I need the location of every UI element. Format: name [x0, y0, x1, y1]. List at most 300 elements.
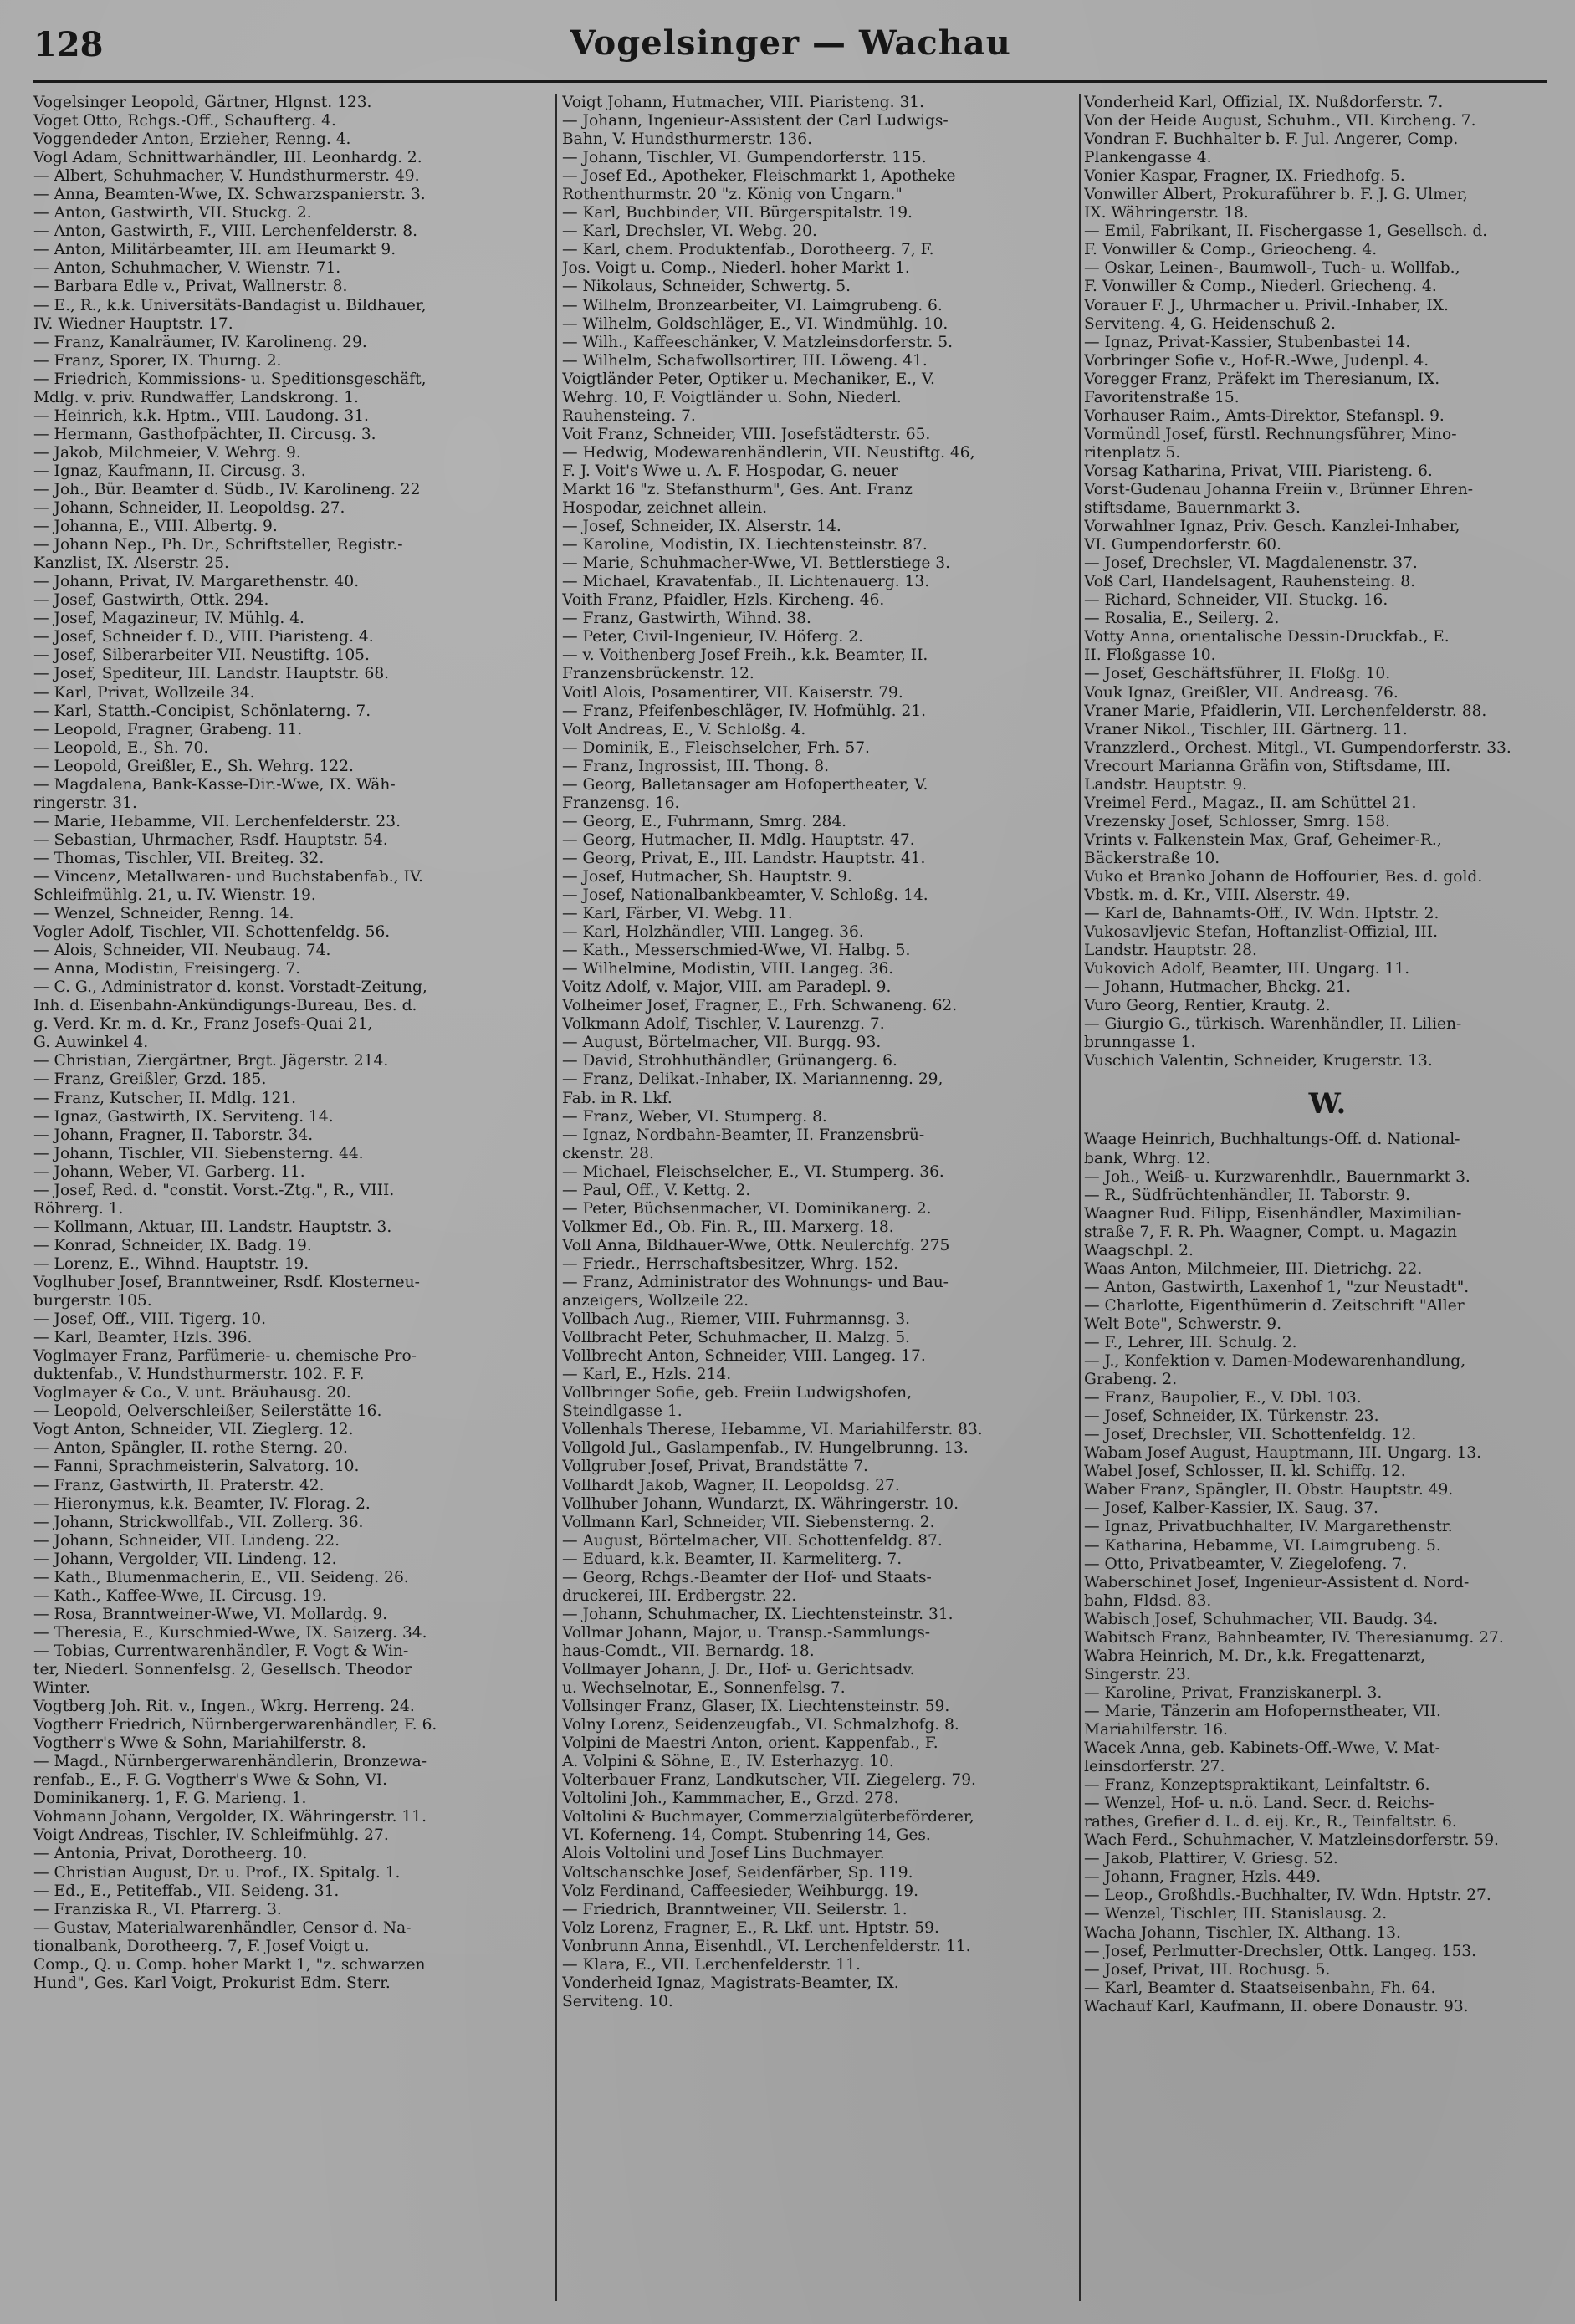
directory-entry-line: — Franziska R., VI. Pfarrerg. 3.: [33, 1900, 282, 1918]
directory-entry-line: — Richard, Schneider, VII. Stuckg. 16.: [1084, 591, 1388, 610]
directory-entry-line: — Alois, Schneider, VII. Neubaug. 74.: [33, 942, 331, 960]
directory-entry-line: — Barbara Edle v., Privat, Wallnerstr. 8.: [33, 278, 348, 296]
directory-entry-line: Rothenthurmstr. 20 "z. König von Ungarn.": [562, 186, 903, 204]
directory-entry-line: Fab. in R. Lkf.: [562, 1089, 672, 1107]
directory-entry-line: — Johann, Ingenieur-Assistent der Carl Ludwigs-: [562, 112, 949, 130]
directory-entry-line: — Johann, Hutmacher, Bhckg. 21.: [1084, 978, 1352, 997]
directory-entry-line: ter, Niederl. Sonnenfelsg. 2, Gesellsch. Theodor: [33, 1660, 412, 1678]
directory-entry-line: Steindlgasse 1.: [562, 1402, 683, 1421]
directory-entry-line: Wacek Anna, geb. Kabinets-Off.-Wwe, V. Mat-: [1084, 1739, 1440, 1758]
directory-entry-line: Vollbrecht Anton, Schneider, VIII. Langeg. 17.: [562, 1347, 926, 1366]
directory-entry-line: Vollhuber Johann, Wundarzt, IX. Währingerstr. 10.: [562, 1494, 959, 1513]
directory-entry-line: Vonwiller Albert, Prokuraführer b. F. J. G. Ulmer,: [1084, 186, 1468, 204]
directory-entry-line: Vollbringer Sofie, geb. Freiin Ludwigshofen,: [562, 1384, 913, 1402]
directory-entry-line: Mariahilferstr. 16.: [1084, 1720, 1228, 1739]
directory-entry-line: — Ignaz, Kaufmann, II. Circusg. 3.: [33, 462, 306, 480]
directory-entry-line: — Johann, Schneider, VII. Lindeng. 22.: [33, 1531, 340, 1550]
directory-entry-line: Franzensbrückenstr. 12.: [562, 665, 754, 683]
directory-entry-line: Serviteng. 4, G. Heidenschuß 2.: [1084, 314, 1336, 333]
directory-entry-line: — Karl, Buchbinder, VII. Bürgerspitalstr. 19.: [562, 204, 913, 222]
directory-entry-line: rathes, Grefier d. L. d. eij. Kr., R., Teinfaltstr. 6.: [1084, 1813, 1457, 1831]
directory-entry-line: ritenplatz 5.: [1084, 443, 1181, 462]
directory-entry-line: Vbstk. m. d. Kr., VIII. Alserstr. 49.: [1084, 886, 1351, 905]
directory-entry-line: Voitz Adolf, v. Major, VIII. am Paradepl. 9.: [562, 978, 892, 997]
directory-entry-line: — Johann, Fragner, Hzls. 449.: [1084, 1868, 1322, 1887]
directory-entry-line: — Marie, Hebamme, VII. Lerchenfelderstr. 23.: [33, 812, 401, 830]
directory-entry-line: — Josef, Privat, III. Rochusg. 5.: [1084, 1960, 1331, 1979]
directory-entry-line: — Lorenz, E., Wihnd. Hauptstr. 19.: [33, 1254, 309, 1273]
directory-entry-line: Wach Ferd., Schuhmacher, V. Matzleinsdorferstr. 59.: [1084, 1831, 1499, 1850]
directory-entry-line: — Anton, Gastwirth, VII. Stuckg. 2.: [33, 204, 312, 222]
directory-entry-line: Voit Franz, Schneider, VIII. Josefstädterstr. 65.: [562, 425, 931, 443]
directory-entry-line: brunngasse 1.: [1084, 1034, 1196, 1052]
directory-entry-line: — Karl, Statth.-Concipist, Schönlaterng. 7.: [33, 702, 371, 720]
directory-entry-line: Schleifmühlg. 21, u. IV. Wienstr. 19.: [33, 886, 316, 905]
directory-entry-line: — Karl de, Bahnamts-Off., IV. Wdn. Hptstr. 2.: [1084, 905, 1439, 923]
directory-entry-line: F. Vonwiller & Comp., Niederl. Griecheng. 4.: [1084, 278, 1437, 296]
directory-entry-line: Franzensg. 16.: [562, 794, 680, 812]
directory-entry-line: Vollmann Karl, Schneider, VII. Siebensterng. 2.: [562, 1513, 935, 1531]
directory-entry-line: — Josef, Off., VIII. Tigerg. 10.: [33, 1310, 266, 1329]
directory-entry-line: ckenstr. 28.: [562, 1144, 654, 1162]
directory-entry-line: Waagner Rud. Filipp, Eisenhändler, Maximilian-: [1084, 1204, 1462, 1223]
directory-entry-line: — Leop., Großhdls.-Buchhalter, IV. Wdn. Hptstr. 27.: [1084, 1887, 1491, 1905]
directory-entry-line: — Anton, Spängler, II. rothe Sterng. 20.: [33, 1439, 348, 1458]
directory-entry-line: Voigtländer Peter, Optiker u. Mechaniker, E., V.: [562, 370, 935, 388]
directory-entry-line: renfab., E., F. G. Vogtherr's Wwe & Sohn, VI.: [33, 1771, 388, 1790]
directory-entry-line: Serviteng. 10.: [562, 1992, 673, 2010]
directory-entry-line: Voltolini Joh., Kammmacher, E., Grzd. 278.: [562, 1790, 899, 1808]
directory-entry-line: — August, Börtelmacher, VII. Schottenfeldg. 87.: [562, 1531, 943, 1550]
directory-entry-line: — Sebastian, Uhrmacher, Rsdf. Hauptstr. 54.: [33, 830, 388, 849]
directory-entry-line: stiftsdame, Bauernmarkt 3.: [1084, 499, 1301, 518]
directory-entry-line: Voll Anna, Bildhauer-Wwe, Ottk. Neulerchfg. 275: [562, 1236, 950, 1254]
directory-entry-line: tionalbank, Dorotheerg. 7, F. Josef Voigt u.: [33, 1937, 370, 1955]
directory-entry-line: — Marie, Tänzerin am Hofopernstheater, VII.: [1084, 1702, 1441, 1720]
directory-entry-line: — Anton, Schuhmacher, V. Wienstr. 71.: [33, 259, 341, 278]
directory-entry-line: Comp., Q. u. Comp. hoher Markt 1, "z. schwarzen: [33, 1955, 426, 1974]
directory-entry-line: — J., Konfektion v. Damen-Modewarenhandlung,: [1084, 1352, 1466, 1371]
directory-entry-line: — Franz, Gastwirth, II. Praterstr. 42.: [33, 1476, 325, 1494]
directory-entry-line: Vollsinger Franz, Glaser, IX. Liechtensteinstr. 59.: [562, 1698, 950, 1716]
directory-entry-line: Vukovich Adolf, Beamter, III. Ungarg. 11.: [1084, 960, 1410, 978]
directory-entry-line: Vogtherr Friedrich, Nürnbergerwarenhändler, F. 6.: [33, 1716, 437, 1734]
directory-entry-line: Alois Voltolini und Josef Lins Buchmayer.: [562, 1845, 885, 1863]
page-header: [33, 18, 1547, 77]
directory-entry-line: Voigt Johann, Hutmacher, VIII. Piaristeng. 31.: [562, 94, 925, 111]
directory-entry-line: — Magd., Nürnbergerwarenhändlerin, Bronzewa-: [33, 1753, 427, 1771]
directory-entry-line: Vorwahlner Ignaz, Priv. Gesch. Kanzlei-Inhaber,: [1084, 518, 1460, 536]
directory-entry-line: — F., Lehrer, III. Schulg. 2.: [1084, 1334, 1297, 1351]
directory-entry-line: Röhrerg. 1.: [33, 1199, 124, 1218]
directory-entry-line: Vollbracht Peter, Schuhmacher, II. Malzg. 5.: [562, 1329, 910, 1347]
directory-entry-line: — Wenzel, Tischler, III. Stanislausg. 2.: [1084, 1905, 1388, 1923]
directory-entry-line: — Christian, Ziergärtner, Brgt. Jägerstr. 214.: [33, 1052, 389, 1070]
directory-entry-line: F. J. Voit's Wwe u. A. F. Hospodar, G. neuer: [562, 462, 898, 480]
directory-entry-line: — Josef, Perlmutter-Drechsler, Ottk. Langeg. 153.: [1084, 1942, 1477, 1960]
directory-entry-line: — Magdalena, Bank-Kasse-Dir.-Wwe, IX. Wäh-: [33, 775, 396, 794]
directory-entry-line: Vormündl Josef, fürstl. Rechnungsführer, Mino-: [1084, 425, 1457, 443]
directory-entry-line: — Emil, Fabrikant, II. Fischergasse 1, Gesellsch. d.: [1084, 222, 1488, 241]
directory-entry-line: Wabisch Josef, Schuhmacher, VII. Baudg. 34.: [1084, 1610, 1439, 1628]
directory-entry-line: Singerstr. 23.: [1084, 1665, 1191, 1683]
directory-entry-line: — Hermann, Gasthofpächter, II. Circusg. 3.: [33, 425, 376, 443]
directory-entry-line: Wabitsch Franz, Bahnbeamter, IV. Theresianumg. 27.: [1084, 1628, 1504, 1647]
directory-entry-line: — Karl, chem. Produktenfab., Dorotheerg. 7, F.: [562, 241, 934, 259]
directory-entry-line: — Leopold, E., Sh. 70.: [33, 738, 209, 757]
directory-entry-line: Vollgold Jul., Gaslampenfab., IV. Hungelbrunng. 13.: [562, 1439, 969, 1458]
directory-entry-line: Vogt Anton, Schneider, VII. Zieglerg. 12.: [33, 1421, 354, 1439]
directory-entry-line: — Jakob, Plattirer, V. Griesg. 52.: [1084, 1850, 1338, 1868]
directory-entry-line: — Kollmann, Aktuar, III. Landstr. Hauptstr. 3.: [33, 1218, 392, 1236]
directory-entry-line: Vollbach Aug., Riemer, VIII. Fuhrmannsg. 3.: [562, 1310, 911, 1329]
directory-entry-line: — Josef, Drechsler, VII. Schottenfeldg. 12.: [1084, 1426, 1417, 1444]
directory-entry-line: Landstr. Hauptstr. 28.: [1084, 942, 1257, 960]
directory-entry-line: — Joh., Bür. Beamter d. Südb., IV. Karolineng. 22: [33, 480, 421, 498]
directory-entry-line: II. Floßgasse 10.: [1084, 646, 1216, 665]
directory-entry-line: Wabam Josef August, Hauptmann, III. Ungarg. 13.: [1084, 1444, 1482, 1463]
directory-entry-line: Voglmayer Franz, Parfümerie- u. chemische Pro-: [33, 1347, 417, 1366]
directory-entry-line: — Georg, Hutmacher, II. Mdlg. Hauptstr. 47.: [562, 830, 915, 849]
directory-entry-line: Vranzzlerd., Orchest. Mitgl., VI. Gumpendorferstr. 33.: [1084, 738, 1511, 757]
directory-entry-line: — Thomas, Tischler, VII. Breiteg. 32.: [33, 849, 325, 867]
directory-entry-line: — Anna, Beamten-Wwe, IX. Schwarzspanierstr. 3.: [33, 186, 426, 204]
directory-entry-line: g. Verd. Kr. m. d. Kr., Franz Josefs-Quai 21,: [33, 1015, 373, 1034]
directory-entry-line: VI. Gumpendorferstr. 60.: [1084, 536, 1281, 554]
directory-entry-line: — Josef, Nationalbankbeamter, V. Schloßg. 14.: [562, 886, 928, 905]
directory-entry-line: — Georg, Rchgs.-Beamter der Hof- und Staats-: [562, 1568, 932, 1586]
directory-entry-line: Vrezensky Josef, Schlosser, Smrg. 158.: [1084, 812, 1390, 830]
directory-entry-line: — Josef, Schneider, IX. Türkenstr. 23.: [1084, 1407, 1379, 1426]
directory-entry-line: — Joh., Weiß- u. Kurzwarenhdlr., Bauernmarkt 3.: [1084, 1167, 1470, 1186]
directory-entry-line: — Georg, Balletansager am Hofopertheater, V.: [562, 775, 928, 794]
directory-entry-line: — Vincenz, Metallwaren- und Buchstabenfab., IV.: [33, 867, 423, 886]
directory-entry-line: — Josef, Red. d. "constit. Vorst.-Ztg.", R., VIII.: [33, 1181, 395, 1199]
directory-entry-line: Vrints v. Falkenstein Max, Graf, Geheimer-R.,: [1084, 830, 1442, 849]
directory-entry-line: — Eduard, k.k. Beamter, II. Karmeliterg. 7.: [562, 1550, 903, 1568]
directory-entry-line: Vreimel Ferd., Magaz., II. am Schüttel 21.: [1084, 794, 1417, 812]
directory-entry-line: Vraner Marie, Pfaidlerin, VII. Lerchenfelderstr. 88.: [1084, 702, 1487, 720]
directory-entry-line: Vollmayer Johann, J. Dr., Hof- u. Gerichtsadv.: [562, 1660, 915, 1678]
directory-entry-line: IX. Währingerstr. 18.: [1084, 204, 1249, 222]
directory-entry-line: Volkmann Adolf, Tischler, V. Laurenzg. 7.: [562, 1015, 885, 1034]
directory-entry-line: straße 7, F. R. Ph. Waagner, Compt. u. Magazin: [1084, 1223, 1458, 1241]
directory-entry-line: — Giurgio G., türkisch. Warenhändler, II. Lilien-: [1084, 1015, 1462, 1034]
directory-entry-line: — Franz, Kanalräumer, IV. Karolineng. 29.: [33, 333, 367, 351]
directory-entry-line: — Katharina, Hebamme, VI. Laimgrubeng. 5.: [1084, 1536, 1441, 1555]
directory-entry-line: — Josef, Hutmacher, Sh. Hauptstr. 9.: [562, 867, 852, 886]
directory-entry-line: — Johann, Privat, IV. Margarethenstr. 40.: [33, 573, 360, 591]
directory-entry-line: Volny Lorenz, Seidenzeugfab., VI. Schmalzhofg. 8.: [562, 1716, 959, 1734]
directory-entry-line: — Josef, Gastwirth, Ottk. 294.: [33, 591, 269, 610]
directory-entry-line: Vonderheid Ignaz, Magistrats-Beamter, IX.: [562, 1974, 899, 1992]
directory-entry-line: Kanzlist, IX. Alserstr. 25.: [33, 554, 229, 573]
directory-entry-line: Mdlg. v. priv. Rundwaffer, Landskrong. 1.: [33, 388, 359, 406]
directory-entry-line: — Klara, E., VII. Lerchenfelderstr. 11.: [562, 1955, 861, 1974]
directory-entry-line: — Johanna, E., VIII. Albertg. 9.: [33, 518, 278, 536]
directory-entry-line: Voggendeder Anton, Erzieher, Renng. 4.: [33, 130, 351, 149]
directory-entry-line: Markt 16 "z. Stefansthurm", Ges. Ant. Franz: [562, 480, 913, 498]
directory-entry-line: Vogl Adam, Schnittwarhändler, III. Leonhardg. 2.: [33, 149, 422, 167]
directory-entry-line: Bahn, V. Hundsthurmerstr. 136.: [562, 130, 813, 149]
directory-entry-line: Jos. Voigt u. Comp., Niederl. hoher Markt 1.: [562, 259, 910, 278]
directory-entry-line: Inh. d. Eisenbahn-Ankündigungs-Bureau, Bes. d.: [33, 997, 417, 1015]
directory-entry-line: druckerei, III. Erdbergstr. 22.: [562, 1586, 797, 1605]
directory-entry-line: — Kath., Kaffee-Wwe, II. Circusg. 19.: [33, 1586, 327, 1605]
directory-entry-line: — Johann, Strickwollfab., VII. Zollerg. 36.: [33, 1513, 364, 1531]
directory-entry-line: Waber Franz, Spängler, II. Obstr. Hauptstr. 49.: [1084, 1481, 1454, 1499]
directory-entry-line: — Paul, Off., V. Kettg. 2.: [562, 1181, 751, 1199]
directory-entry-line: Vogtberg Joh. Rit. v., Ingen., Wkrg. Herreng. 24.: [33, 1698, 415, 1716]
directory-entry-line: — Rosalia, E., Seilerg. 2.: [1084, 610, 1280, 628]
directory-entry-line: — Rosa, Branntweiner-Wwe, VI. Mollardg. 9.: [33, 1605, 388, 1623]
directory-entry-line: Winter.: [33, 1679, 90, 1698]
directory-entry-line: Wacha Johann, Tischler, IX. Althang. 13.: [1084, 1923, 1401, 1942]
directory-entry-line: Votty Anna, orientalische Dessin-Druckfab., E.: [1084, 628, 1450, 646]
directory-entry-line: — v. Voithenberg Josef Freih., k.k. Beamter, II.: [562, 646, 928, 665]
directory-entry-line: — Franz, Sporer, IX. Thurng. 2.: [33, 351, 282, 370]
directory-entry-line: Landstr. Hauptstr. 9.: [1084, 775, 1248, 794]
directory-entry-line: Wabel Josef, Schlosser, II. kl. Schiffg. 12.: [1084, 1463, 1406, 1481]
directory-entry-line: Voitl Alois, Posamentirer, VII. Kaiserstr. 79.: [562, 683, 903, 702]
directory-entry-line: — Franz, Ingrossist, III. Thong. 8.: [562, 757, 830, 775]
directory-entry-line: Vouk Ignaz, Greißler, VII. Andreasg. 76.: [1084, 683, 1399, 702]
directory-entry-line: — Anton, Gastwirth, Laxenhof 1, "zur Neustadt".: [1084, 1278, 1470, 1296]
directory-entry-line: Von der Heide August, Schuhm., VII. Kircheng. 7.: [1084, 112, 1476, 130]
directory-entry-line: — Johann, Schneider, II. Leopoldsg. 27.: [33, 499, 345, 518]
directory-entry-line: Volz Ferdinand, Caffeesieder, Weihburgg. 19.: [562, 1882, 919, 1900]
directory-entry-line: — Anton, Militärbeamter, III. am Heumarkt 9.: [33, 241, 396, 259]
directory-entry-line: — Franz, Pfeifenbeschläger, IV. Hofmühlg. 21.: [562, 702, 927, 720]
directory-entry-line: — Nikolaus, Schneider, Schwertg. 5.: [562, 278, 851, 296]
directory-entry-line: Volkmer Ed., Ob. Fin. R., III. Marxerg. 18.: [562, 1218, 894, 1236]
directory-column-1: [33, 94, 545, 2310]
directory-entry-line: Vorst-Gudenau Johanna Freiin v., Brünner Ehren-: [1084, 480, 1474, 498]
directory-entry-line: Vonderheid Karl, Offizial, IX. Nußdorferstr. 7.: [1084, 94, 1444, 111]
directory-entry-line: — Anton, Gastwirth, F., VIII. Lerchenfelderstr. 8.: [33, 222, 418, 241]
directory-entry-line: — David, Strohhuthändler, Grünangerg. 6.: [562, 1052, 897, 1070]
directory-entry-line: — Fanni, Sprachmeisterin, Salvatorg. 10.: [33, 1458, 360, 1476]
directory-entry-line: Volz Lorenz, Fragner, E., R. Lkf. unt. Hptstr. 59.: [562, 1918, 939, 1937]
directory-entry-line: Wehrg. 10, F. Voigtländer u. Sohn, Niederl.: [562, 388, 902, 406]
directory-entry-line: haus-Comdt., VII. Bernardg. 18.: [562, 1642, 815, 1660]
directory-entry-line: — Kath., Messerschmied-Wwe, VI. Halbg. 5.: [562, 942, 911, 960]
directory-entry-line: VI. Koferneng. 14, Compt. Stubenring 14, Ges.: [562, 1826, 931, 1845]
directory-entry-line: duktenfab., V. Hundsthurmerstr. 102. F. F.: [33, 1366, 365, 1384]
directory-entry-line: — Heinrich, k.k. Hptm., VIII. Laudong. 31.: [33, 406, 369, 425]
directory-entry-line: Vraner Nikol., Tischler, III. Gärtnerg. 11.: [1084, 720, 1408, 738]
directory-entry-line: — Wilhelm, Bronzearbeiter, VI. Laimgrubeng. 6.: [562, 296, 943, 314]
directory-entry-line: Voltolini & Buchmayer, Commerzialgüterbeförderer,: [562, 1808, 974, 1826]
directory-entry-line: — Leopold, Fragner, Grabeng. 11.: [33, 720, 303, 738]
directory-entry-line: — Peter, Civil-Ingenieur, IV. Höferg. 2.: [562, 628, 863, 646]
directory-entry-line: — Johann, Fragner, II. Taborstr. 34.: [33, 1126, 314, 1144]
directory-entry-line: — Franz, Kutscher, II. Mdlg. 121.: [33, 1089, 297, 1107]
directory-entry-line: Dominikanerg. 1, F. G. Marieng. 1.: [33, 1790, 307, 1808]
directory-entry-line: Vollmar Johann, Major, u. Transp.-Sammlungs-: [562, 1623, 931, 1642]
directory-entry-line: — Ignaz, Privatbuchhalter, IV. Margarethenstr.: [1084, 1518, 1453, 1536]
directory-entry-line: — Johann, Vergolder, VII. Lindeng. 12.: [33, 1550, 337, 1568]
directory-entry-line: Wabra Heinrich, M. Dr., k.k. Fregattenarzt,: [1084, 1647, 1426, 1665]
directory-entry-line: — R., Südfrüchtenhändler, II. Taborstr. 9.: [1084, 1186, 1410, 1204]
directory-entry-line: — Karl, Holzhändler, VIII. Langeg. 36.: [562, 923, 864, 942]
directory-entry-line: IV. Wiedner Hauptstr. 17.: [33, 314, 233, 333]
directory-entry-line: — Anna, Modistin, Freisingerg. 7.: [33, 960, 301, 978]
section-letter-heading: W.: [1308, 1087, 1347, 1121]
directory-entry-line: — Michael, Kravatenfab., II. Lichtenauerg. 13.: [562, 573, 930, 591]
directory-entry-line: — August, Börtelmacher, VII. Burgg. 93.: [562, 1034, 882, 1052]
directory-entry-line: Vonbrunn Anna, Eisenhdl., VI. Lerchenfelderstr. 11.: [562, 1937, 971, 1955]
directory-entry-line: Voigt Andreas, Tischler, IV. Schleifmühlg. 27.: [33, 1826, 389, 1845]
directory-entry-line: Voith Franz, Pfaidler, Hzls. Kircheng. 46.: [562, 591, 885, 610]
directory-entry-line: Hund", Ges. Karl Voigt, Prokurist Edm. Sterr.: [33, 1974, 391, 1992]
directory-entry-line: — Josef, Silberarbeiter VII. Neustiftg. 105.: [33, 646, 370, 665]
directory-entry-line: ringerstr. 31.: [33, 794, 137, 812]
directory-entry-line: — Johann Nep., Ph. Dr., Schriftsteller, Registr.-: [33, 536, 403, 554]
running-head: Vogelsinger — Wachau: [570, 23, 1011, 63]
directory-entry-line: — Karl, Drechsler, VI. Webg. 20.: [562, 222, 817, 241]
directory-entry-line: — Johann, Weber, VI. Garberg. 11.: [33, 1162, 305, 1181]
directory-entry-line: — Marie, Schuhmacher-Wwe, VI. Bettlerstiege 3.: [562, 554, 951, 573]
directory-entry-line: — Franz, Konzeptspraktikant, Leinfaltstr. 6.: [1084, 1776, 1430, 1795]
directory-entry-line: Volpini de Maestri Anton, orient. Kappenfab., F.: [562, 1734, 938, 1753]
directory-entry-line: — Wilh., Kaffeeschänker, V. Matzleinsdorferstr. 5.: [562, 333, 953, 351]
directory-entry-line: Vorhauser Raim., Amts-Direktor, Stefanspl. 9.: [1084, 406, 1445, 425]
directory-entry-line: Vorbringer Sofie v., Hof-R.-Wwe, Judenpl. 4.: [1084, 351, 1429, 370]
directory-entry-line: — Jakob, Milchmeier, V. Wehrg. 9.: [33, 443, 301, 462]
directory-entry-line: Voregger Franz, Präfekt im Theresianum, IX.: [1084, 370, 1440, 388]
directory-entry-line: — Theresia, E., Kurschmied-Wwe, IX. Saizerg. 34.: [33, 1623, 427, 1642]
directory-entry-line: — Josef, Geschäftsführer, II. Floßg. 10.: [1084, 665, 1391, 683]
directory-entry-line: — Johann, Schuhmacher, IX. Liechtensteinstr. 31.: [562, 1605, 954, 1623]
directory-entry-line: — Konrad, Schneider, IX. Badg. 19.: [33, 1236, 312, 1254]
directory-entry-line: — Josef, Magazineur, IV. Mühlg. 4.: [33, 610, 304, 628]
directory-column-3: [1084, 94, 1571, 2310]
directory-entry-line: — Wenzel, Schneider, Renng. 14.: [33, 905, 294, 923]
directory-entry-line: — Karl, Beamter, Hzls. 396.: [33, 1329, 253, 1347]
directory-entry-line: Waagschpl. 2.: [1084, 1241, 1194, 1259]
directory-entry-line: — Franz, Weber, VI. Stumperg. 8.: [562, 1107, 827, 1126]
directory-entry-line: — Wenzel, Hof- u. n.ö. Land. Secr. d. Reichs-: [1084, 1795, 1434, 1813]
directory-entry-line: — Otto, Privatbeamter, V. Ziegelofeng. 7.: [1084, 1555, 1408, 1573]
directory-entry-line: — Friedrich, Kommissions- u. Speditionsgeschäft,: [33, 370, 427, 388]
directory-columns: [33, 94, 1556, 2310]
directory-entry-line: — Ignaz, Privat-Kassier, Stubenbastei 14.: [1084, 333, 1411, 351]
directory-entry-line: — Tobias, Currentwarenhändler, F. Vogt & Win-: [33, 1642, 409, 1660]
directory-entry-line: — Leopold, Greißler, E., Sh. Wehrg. 122.: [33, 757, 354, 775]
directory-entry-line: — Wilhelm, Schafwollsortirer, III. Löweng. 41.: [562, 351, 928, 370]
directory-entry-line: Vuko et Branko Johann de Hoffourier, Bes. d. gold.: [1084, 867, 1483, 886]
directory-entry-line: Welt Bote", Schwerstr. 9.: [1084, 1315, 1281, 1333]
directory-entry-line: Voltschanschke Josef, Seidenfärber, Sp. 119.: [562, 1863, 913, 1882]
directory-entry-line: — Wilhelm, Goldschläger, E., VI. Windmühlg. 10.: [562, 314, 949, 333]
directory-entry-line: Vollgruber Josef, Privat, Brandstätte 7.: [562, 1458, 868, 1476]
directory-entry-line: — Franz, Administrator des Wohnungs- und Bau-: [562, 1274, 949, 1291]
directory-entry-line: G. Auwinkel 4.: [33, 1034, 149, 1052]
directory-entry-line: — Josef, Schneider f. D., VIII. Piaristeng. 4.: [33, 628, 374, 646]
directory-entry-line: — Franz, Greißler, Grzd. 185.: [33, 1070, 267, 1089]
directory-entry-line: Plankengasse 4.: [1084, 149, 1212, 167]
directory-entry-line: — Albert, Schuhmacher, V. Hundsthurmerstr. 49.: [33, 167, 420, 186]
directory-entry-line: Wachauf Karl, Kaufmann, II. obere Donaustr. 93.: [1084, 1997, 1469, 2015]
directory-entry-line: — Ignaz, Gastwirth, IX. Serviteng. 14.: [33, 1107, 334, 1126]
directory-entry-line: — Franz, Delikat.-Inhaber, IX. Mariannenng. 29,: [562, 1070, 943, 1089]
directory-entry-line: leinsdorferstr. 27.: [1084, 1758, 1225, 1776]
directory-entry-line: — Josef, Schneider, IX. Alserstr. 14.: [562, 518, 841, 536]
directory-entry-line: Volt Andreas, E., V. Schloßg. 4.: [562, 720, 806, 738]
directory-entry-line: burgerstr. 105.: [33, 1292, 152, 1310]
directory-entry-line: Volheimer Josef, Fragner, E., Frh. Schwaneng. 62.: [562, 997, 958, 1015]
directory-entry-line: Vondran F. Buchhalter b. F. Jul. Angerer, Comp.: [1084, 130, 1459, 149]
directory-entry-line: — Ed., E., Petiteffab., VII. Seideng. 31.: [33, 1882, 340, 1900]
directory-entry-line: — Hedwig, Modewarenhändlerin, VII. Neustiftg. 46,: [562, 443, 975, 462]
directory-entry-line: Voß Carl, Handelsagent, Rauhensteing. 8.: [1084, 573, 1415, 591]
directory-entry-line: Hospodar, zeichnet allein.: [562, 499, 768, 518]
directory-entry-line: Vogelsinger Leopold, Gärtner, Hlgnst. 123.: [33, 94, 372, 111]
directory-entry-line: — Michael, Fleischselcher, E., VI. Stumperg. 36.: [562, 1162, 944, 1181]
directory-entry-line: — Peter, Büchsenmacher, VI. Dominikanerg. 2.: [562, 1199, 932, 1218]
directory-entry-line: Vuro Georg, Rentier, Krautg. 2.: [1084, 997, 1331, 1015]
directory-entry-line: Rauhensteing. 7.: [562, 406, 696, 425]
directory-entry-line: — Gustav, Materialwarenhändler, Censor d. Na-: [33, 1918, 412, 1937]
directory-entry-line: — Christian August, Dr. u. Prof., IX. Spitalg. 1.: [33, 1863, 401, 1882]
directory-entry-line: Vorauer F. J., Uhrmacher u. Privil.-Inhaber, IX.: [1084, 296, 1449, 314]
directory-entry-line: — Kath., Blumenmacherin, E., VII. Seideng. 26.: [33, 1568, 409, 1586]
directory-entry-line: Waas Anton, Milchmeier, III. Dietrichg. 22.: [1084, 1259, 1423, 1278]
directory-entry-line: — Karl, E., Hzls. 214.: [562, 1366, 732, 1384]
directory-entry-line: — Franz, Gastwirth, Wihnd. 38.: [562, 610, 811, 628]
directory-entry-line: — Antonia, Privat, Dorotheerg. 10.: [33, 1845, 308, 1863]
directory-entry-line: — Georg, E., Fuhrmann, Smrg. 284.: [562, 812, 847, 830]
directory-entry-line: — C. G., Administrator d. konst. Vorstadt-Zeitung,: [33, 978, 427, 997]
directory-entry-line: Waberschinet Josef, Ingenieur-Assistent d. Nord-: [1084, 1573, 1470, 1591]
directory-entry-line: Grabeng. 2.: [1084, 1371, 1178, 1389]
directory-entry-line: F. Vonwiller & Comp., Grieocheng. 4.: [1084, 241, 1378, 259]
header-rule: [33, 80, 1547, 83]
directory-entry-line: u. Wechselnotar, E., Sonnenfelsg. 7.: [562, 1679, 846, 1698]
directory-entry-line: — Karl, Färber, VI. Webg. 11.: [562, 905, 793, 923]
page-number: 128: [33, 25, 104, 64]
directory-entry-line: Voglhuber Josef, Branntweiner, Rsdf. Klosterneu-: [33, 1274, 420, 1291]
directory-entry-line: Vollhardt Jakob, Wagner, II. Leopoldsg. 27.: [562, 1476, 900, 1494]
directory-entry-line: — Georg, Privat, E., III. Landstr. Hauptstr. 41.: [562, 849, 926, 867]
directory-entry-line: Vrecourt Marianna Gräfin von, Stiftsdame, III.: [1084, 757, 1451, 775]
directory-entry-line: — Josef, Drechsler, VI. Magdalenenstr. 37.: [1084, 554, 1418, 573]
directory-entry-line: — Leopold, Oelverschleißer, Seilerstätte 16.: [33, 1402, 382, 1421]
directory-entry-line: Waage Heinrich, Buchhaltungs-Off. d. National-: [1084, 1131, 1460, 1149]
directory-entry-line: — Josef Ed., Apotheker, Fleischmarkt 1, Apotheke: [562, 167, 956, 186]
directory-entry-line: Vohmann Johann, Vergolder, IX. Währingerstr. 11.: [33, 1808, 427, 1826]
directory-entry-line: Vollenhals Therese, Hebamme, VI. Mariahilferstr. 83.: [562, 1421, 983, 1439]
directory-entry-line: — Johann, Tischler, VII. Siebensterng. 44.: [33, 1144, 364, 1162]
directory-entry-line: — Friedrich, Branntweiner, VII. Seilerstr. 1.: [562, 1900, 908, 1918]
directory-entry-line: Vogtherr's Wwe & Sohn, Mariahilferstr. 8.: [33, 1734, 366, 1753]
directory-entry-line: — Ignaz, Nordbahn-Beamter, II. Franzensbrü-: [562, 1126, 925, 1144]
directory-entry-line: — Johann, Tischler, VI. Gumpendorferstr. 115.: [562, 149, 927, 167]
directory-entry-line: Vuschich Valentin, Schneider, Krugerstr. 13.: [1084, 1052, 1433, 1070]
directory-entry-line: — Wilhelmine, Modistin, VIII. Langeg. 36.: [562, 960, 894, 978]
directory-entry-line: Vogler Adolf, Tischler, VII. Schottenfeldg. 56.: [33, 923, 391, 942]
directory-entry-line: bahn, Fldsd. 83.: [1084, 1591, 1212, 1610]
directory-entry-line: Bäckerstraße 10.: [1084, 849, 1220, 867]
directory-entry-line: — Oskar, Leinen-, Baumwoll-, Tuch- u. Wollfab.,: [1084, 259, 1460, 278]
directory-entry-line: Volterbauer Franz, Landkutscher, VII. Ziegelerg. 79.: [562, 1771, 976, 1790]
directory-entry-line: — Karl, Beamter d. Staatseisenbahn, Fh. 64.: [1084, 1979, 1436, 1997]
directory-entry-line: — Josef, Kalber-Kassier, IX. Saug. 37.: [1084, 1499, 1378, 1518]
directory-entry-line: — Karoline, Privat, Franziskanerpl. 3.: [1084, 1683, 1383, 1702]
directory-entry-line: — Franz, Baupolier, E., V. Dbl. 103.: [1084, 1389, 1362, 1407]
directory-entry-line: Favoritenstraße 15.: [1084, 388, 1240, 406]
